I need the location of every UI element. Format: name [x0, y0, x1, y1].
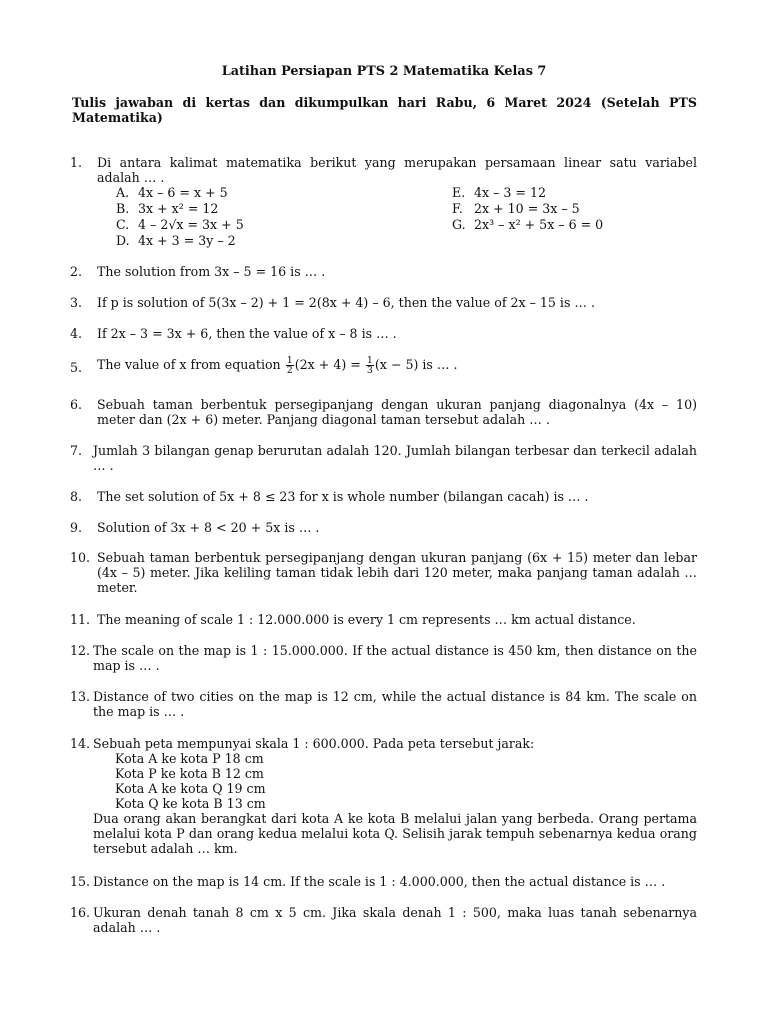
- question-15: [70, 874, 697, 889]
- question-number: 8.: [70, 489, 83, 504]
- question-intro: Sebuah peta mempunyai skala 1 : 600.000. Pada peta tersebut jarak:: [93, 736, 535, 751]
- question-text: Sebuah taman berbentuk persegipanjang dengan ukuran panjang diagonalnya (4x – 10) meter dan (2x + 6) meter. Panjang diagonal taman tersebut adalah … .: [97, 397, 697, 427]
- distance-item: Kota A ke kota P 18 cm: [115, 751, 264, 766]
- question-text: The set solution of 5x + 8 ≤ 23 for x is whole number (bilangan cacah) is … .: [97, 489, 589, 504]
- question-11: [70, 612, 697, 627]
- question-text: Di antara kalimat matematika berikut yang merupakan persamaan linear satu variabel adalah … .: [97, 155, 697, 185]
- option-g: G. 2x³ – x² + 5x – 6 = 0: [452, 217, 604, 232]
- option-a: A. 4x – 6 = x + 5: [116, 185, 228, 200]
- instruction-text: Tulis jawaban di kertas dan dikumpulkan hari Rabu, 6 Maret 2024 (Setelah PTS Matematika): [72, 95, 697, 125]
- question-number: 3.: [70, 295, 83, 310]
- question-text: If 2x – 3 = 3x + 6, then the value of x – 8 is … .: [97, 326, 397, 341]
- distance-item: Kota A ke kota Q 19 cm: [115, 781, 266, 796]
- question-14: [70, 736, 697, 856]
- question-text: The value of x from equation $\frac{1}{2}$ (2x + 4) = $\frac{1}{3}$ (x − 5) is … .: [97, 355, 458, 376]
- question-number: 15.: [70, 874, 91, 889]
- question-text: Distance on the map is 14 cm. If the scale is 1 : 4.000.000, then the actual distance is … .: [93, 874, 666, 889]
- question-12: [70, 643, 697, 673]
- question-number: 13.: [70, 689, 91, 704]
- question-text: The meaning of scale 1 : 12.000.000 is every 1 cm represents … km actual distance.: [97, 612, 636, 627]
- question-number: 2.: [70, 264, 83, 279]
- question-number: 12.: [70, 643, 91, 658]
- question-text: [93, 736, 697, 856]
- question-number: 4.: [70, 326, 83, 341]
- question-text: Sebuah taman berbentuk persegipanjang dengan ukuran panjang (6x + 15) meter dan lebar (4x – 5) meter. Jika keliling taman tidak lebih dari 120 meter, maka panjang taman adalah … meter.: [97, 550, 697, 595]
- distance-item: Kota P ke kota B 12 cm: [115, 766, 264, 781]
- question-9: [70, 520, 697, 535]
- question-number: 1.: [70, 155, 83, 170]
- question-13: [70, 689, 697, 719]
- question-text: The solution from 3x – 5 = 16 is … .: [97, 264, 326, 279]
- fraction-one-third: $\frac{1}{3}$: [366, 355, 373, 376]
- question-1: [70, 155, 697, 185]
- question-number: 11.: [70, 612, 91, 627]
- question-number: 14.: [70, 736, 91, 751]
- question-number: 5.: [70, 360, 83, 375]
- question-7: [70, 443, 697, 473]
- question-number: 16.: [70, 905, 91, 920]
- question-number: 9.: [70, 520, 83, 535]
- question-text: The scale on the map is 1 : 15.000.000. If the actual distance is 450 km, then distance on the map is … .: [93, 643, 697, 673]
- fraction-one-half: $\frac{1}{2}$: [286, 355, 293, 376]
- document-title: Latihan Persiapan PTS 2 Matematika Kelas 7: [221, 64, 547, 79]
- question-6: [70, 397, 697, 427]
- question-number: 7.: [70, 443, 83, 458]
- question-text: Jumlah 3 bilangan genap berurutan adalah 120. Jumlah bilangan terbesar dan terkecil adalah … .: [93, 443, 697, 473]
- question-text: Distance of two cities on the map is 12 cm, while the actual distance is 84 km. The scale on the map is … .: [93, 689, 697, 719]
- question-3: [70, 295, 697, 310]
- question-16: [70, 905, 697, 935]
- distance-item: Kota Q ke kota B 13 cm: [115, 796, 266, 811]
- option-f: F. 2x + 10 = 3x – 5: [452, 201, 580, 216]
- option-c: C. 4 – 2√x = 3x + 5: [116, 217, 244, 232]
- question-detail: Dua orang akan berangkat dari kota A ke kota B melalui jalan yang berbeda. Orang pertama melalui kota P dan orang kedua melalui kota Q. Selisih jarak tempuh sebenarnya kedua orang tersebut adalah … km.: [93, 811, 697, 856]
- question-number: 6.: [70, 397, 83, 412]
- question-text: If p is solution of 5(3x – 2) + 1 = 2(8x + 4) – 6, then the value of 2x – 15 is … .: [97, 295, 596, 310]
- question-5: [70, 356, 697, 375]
- question-2: [70, 264, 697, 279]
- option-d: D. 4x + 3 = 3y – 2: [116, 233, 236, 248]
- question-10: [70, 550, 697, 595]
- question-4: [70, 326, 697, 341]
- question-text: Ukuran denah tanah 8 cm x 5 cm. Jika skala denah 1 : 500, maka luas tanah sebenarnya adalah … .: [93, 905, 697, 935]
- question-8: [70, 489, 697, 504]
- question-number: 10.: [70, 550, 91, 565]
- option-e: E. 4x – 3 = 12: [452, 185, 547, 200]
- question-text: Solution of 3x + 8 < 20 + 5x is … .: [97, 520, 320, 535]
- option-b: B. 3x + x² = 12: [116, 201, 219, 216]
